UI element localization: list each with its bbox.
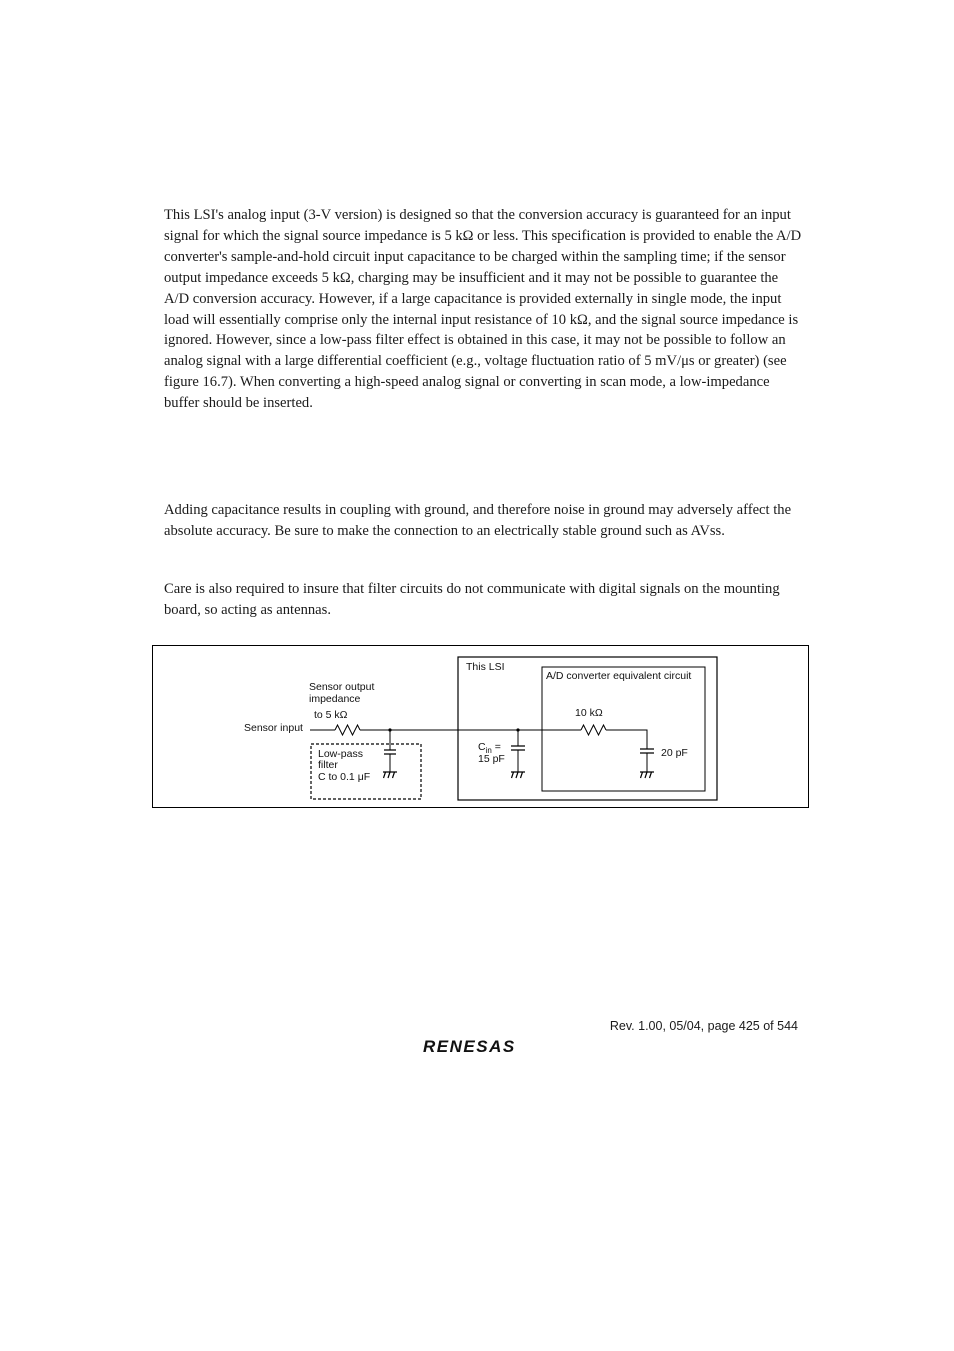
body-paragraph-filter-antenna: Care is also required to insure that filter circuits do not communicate with digital signals on the mounting board, so acting as antennas. xyxy=(164,581,780,618)
internal-resistor-symbol xyxy=(581,725,606,735)
lowpass-capacitance-value: C to 0.1 μF xyxy=(318,771,371,783)
sensor-output-label-line2: impedance xyxy=(309,693,361,705)
body-paragraph-ground-coupling: Adding capacitance results in coupling with ground, and therefore noise in ground may adversely affect the absolute accuracy. Be sure to make the connection to an electrically stable ground such as AVss. xyxy=(164,502,792,539)
cap20-ground-icon xyxy=(640,772,654,778)
filter-ground-icon xyxy=(383,772,397,778)
cin-capacitor-symbol xyxy=(511,746,525,750)
renesas-logo: RENESAS xyxy=(423,1037,516,1056)
internal-capacitor-value: 20 pF xyxy=(661,747,688,759)
cin-subscript: in xyxy=(485,746,492,755)
sensor-resistor-value: to 5 kΩ xyxy=(314,709,348,721)
circuit-diagram xyxy=(153,646,810,809)
internal-wire xyxy=(606,730,647,749)
ad-converter-label: A/D converter equivalent circuit xyxy=(546,670,692,682)
body-paragraph-impedance: This LSI's analog input (3-V version) is designed so that the conversion accuracy is guaranteed for an input signal for which the signal source impedance is 5 kΩ or less. This specification is provided to enable the A/D converter's sample-and-hold circuit input capacitance to be charged within the sampling time; if the sensor output impedance exceeds 5 kΩ, charging may be insufficient and it may not be possible to guarantee the A/D conversion accuracy. However, if a large capacitance is provided externally in single mode, the input load will essentially comprise only the internal input resistance of 10 kΩ, and the signal source impedance is ignored. However, since a low-pass filter effect is obtained in this case, it may not be possible to follow an analog signal with a large differential coefficient (e.g., voltage fluctuation ratio of 5 mV/μs or greater) (see figure 16.7). When converting a high-speed analog signal or converting in scan mode, a low-impedance buffer should be inserted. xyxy=(164,207,802,412)
cin-equals: = xyxy=(491,741,501,753)
this-lsi-label: This LSI xyxy=(466,661,505,673)
analog-input-circuit-figure xyxy=(152,645,809,808)
page-footer-revision: Rev. 1.00, 05/04, page 425 of 544 xyxy=(609,1019,798,1033)
cin-ground-icon xyxy=(511,772,525,778)
lowpass-label-line2: filter xyxy=(318,759,338,771)
lowpass-label-line1: Low-pass xyxy=(318,748,363,760)
sensor-input-label: Sensor input xyxy=(244,722,303,734)
sensor-output-label-line1: Sensor output xyxy=(309,681,375,693)
filter-capacitor-symbol xyxy=(384,750,396,754)
cap20-capacitor-symbol xyxy=(640,749,654,753)
cin-value: 15 pF xyxy=(478,753,505,765)
sensor-resistor-symbol xyxy=(335,725,360,735)
ad-converter-box xyxy=(542,667,705,791)
cin-symbol: C xyxy=(478,741,486,753)
internal-resistor-value: 10 kΩ xyxy=(575,707,603,719)
